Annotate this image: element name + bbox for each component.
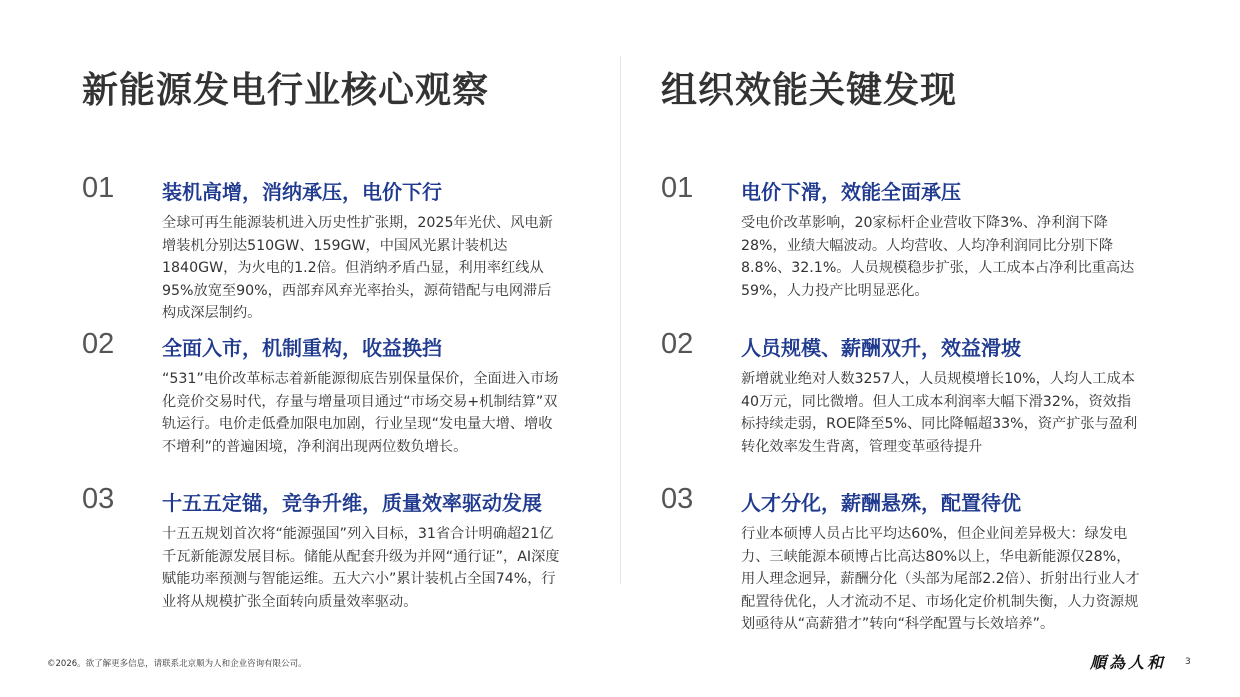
item-body: 新增就业绝对人数3257人，人员规模增长10%，人均人工成本40万元，同比微增。但人工成本利润率大幅下滑32%，资效指标持续走弱，ROE降至5%、同比降幅超33%，资产扩张与盈利转化效率发生背离，管理变革亟待提升 [741,371,1138,455]
item-title: 十五五定锚，竞争升维，质量效率驱动发展 [162,491,542,515]
item-number: 03 [82,483,115,515]
item-body: 行业本硕博人员占比平均达60%，但企业间差异极大：绿发电力、三峡能源本硕博占比高达80%以上，华电新能源仅28%，用人理念迥异，薪酬分化（头部为尾部2.2倍）、折射出行业人才配置待优化，人才流动不足、市场化定价机制失衡，人力资源规划亟待从“高薪猎才”转向“科学配置与长效培养”。 [741,526,1140,632]
item-body: 全球可再生能源装机进入历史性扩张期，2025年光伏、风电新增装机分别达510GW、159GW，中国风光累计装机达1840GW，为火电的1.2倍。但消纳矛盾凸显，利用率红线从95%放宽至90%，西部弃风弃光率抬头，源荷错配与电网滞后构成深层制约。 [162,215,553,321]
item-title: 电价下滑，效能全面承压 [741,180,961,204]
item-title: 人员规模、薪酬双升，效益滑坡 [741,336,1021,360]
item-body: 受电价改革影响，20家标杆企业营收下降3%、净利润下降28%，业绩大幅波动。人均营收、人均净利润同比分别下降8.8%、32.1%。人员规模稳步扩张，人工成本占净利比重高达59%，人力投产比明显恶化。 [741,215,1135,299]
left-heading: 新能源发电行业核心观察 [82,70,490,111]
footer-copyright: ©2026。欲了解更多信息，请联系北京顺为人和企业咨询有限公司。 [47,659,307,669]
item-title: 装机高增，消纳承压，电价下行 [162,180,442,204]
item-title: 人才分化，薪酬悬殊，配置待优 [741,491,1021,515]
item-title: 全面入市，机制重构，收益换挡 [162,336,442,360]
column-divider [620,56,621,584]
item-number: 01 [82,172,115,204]
item-number: 02 [82,328,115,360]
page-number: 3 [1185,657,1191,667]
company-logo: 順為人和 [1090,653,1167,672]
item-body: 十五五规划首次将“能源强国”列入目标，31省合计明确超21亿千瓦新能源发展目标。储能从配套升级为并网“通行证”，AI深度赋能功率预测与智能运维。五大六小”累计装机占全国74%，行业将从规模扩张全面转向质量效率驱动。 [162,526,560,610]
item-number: 02 [661,328,694,360]
item-number: 01 [661,172,694,204]
item-body: “531”电价改革标志着新能源彻底告别保量保价，全面进入市场化竞价交易时代，存量与增量项目通过“市场交易+机制结算”双轨运行。电价走低叠加限电加剧，行业呈现“发电量大增、增收不增利”的普遍困境，净利润出现两位数负增长。 [162,371,559,455]
right-heading: 组织效能关键发现 [661,70,958,111]
item-number: 03 [661,483,694,515]
